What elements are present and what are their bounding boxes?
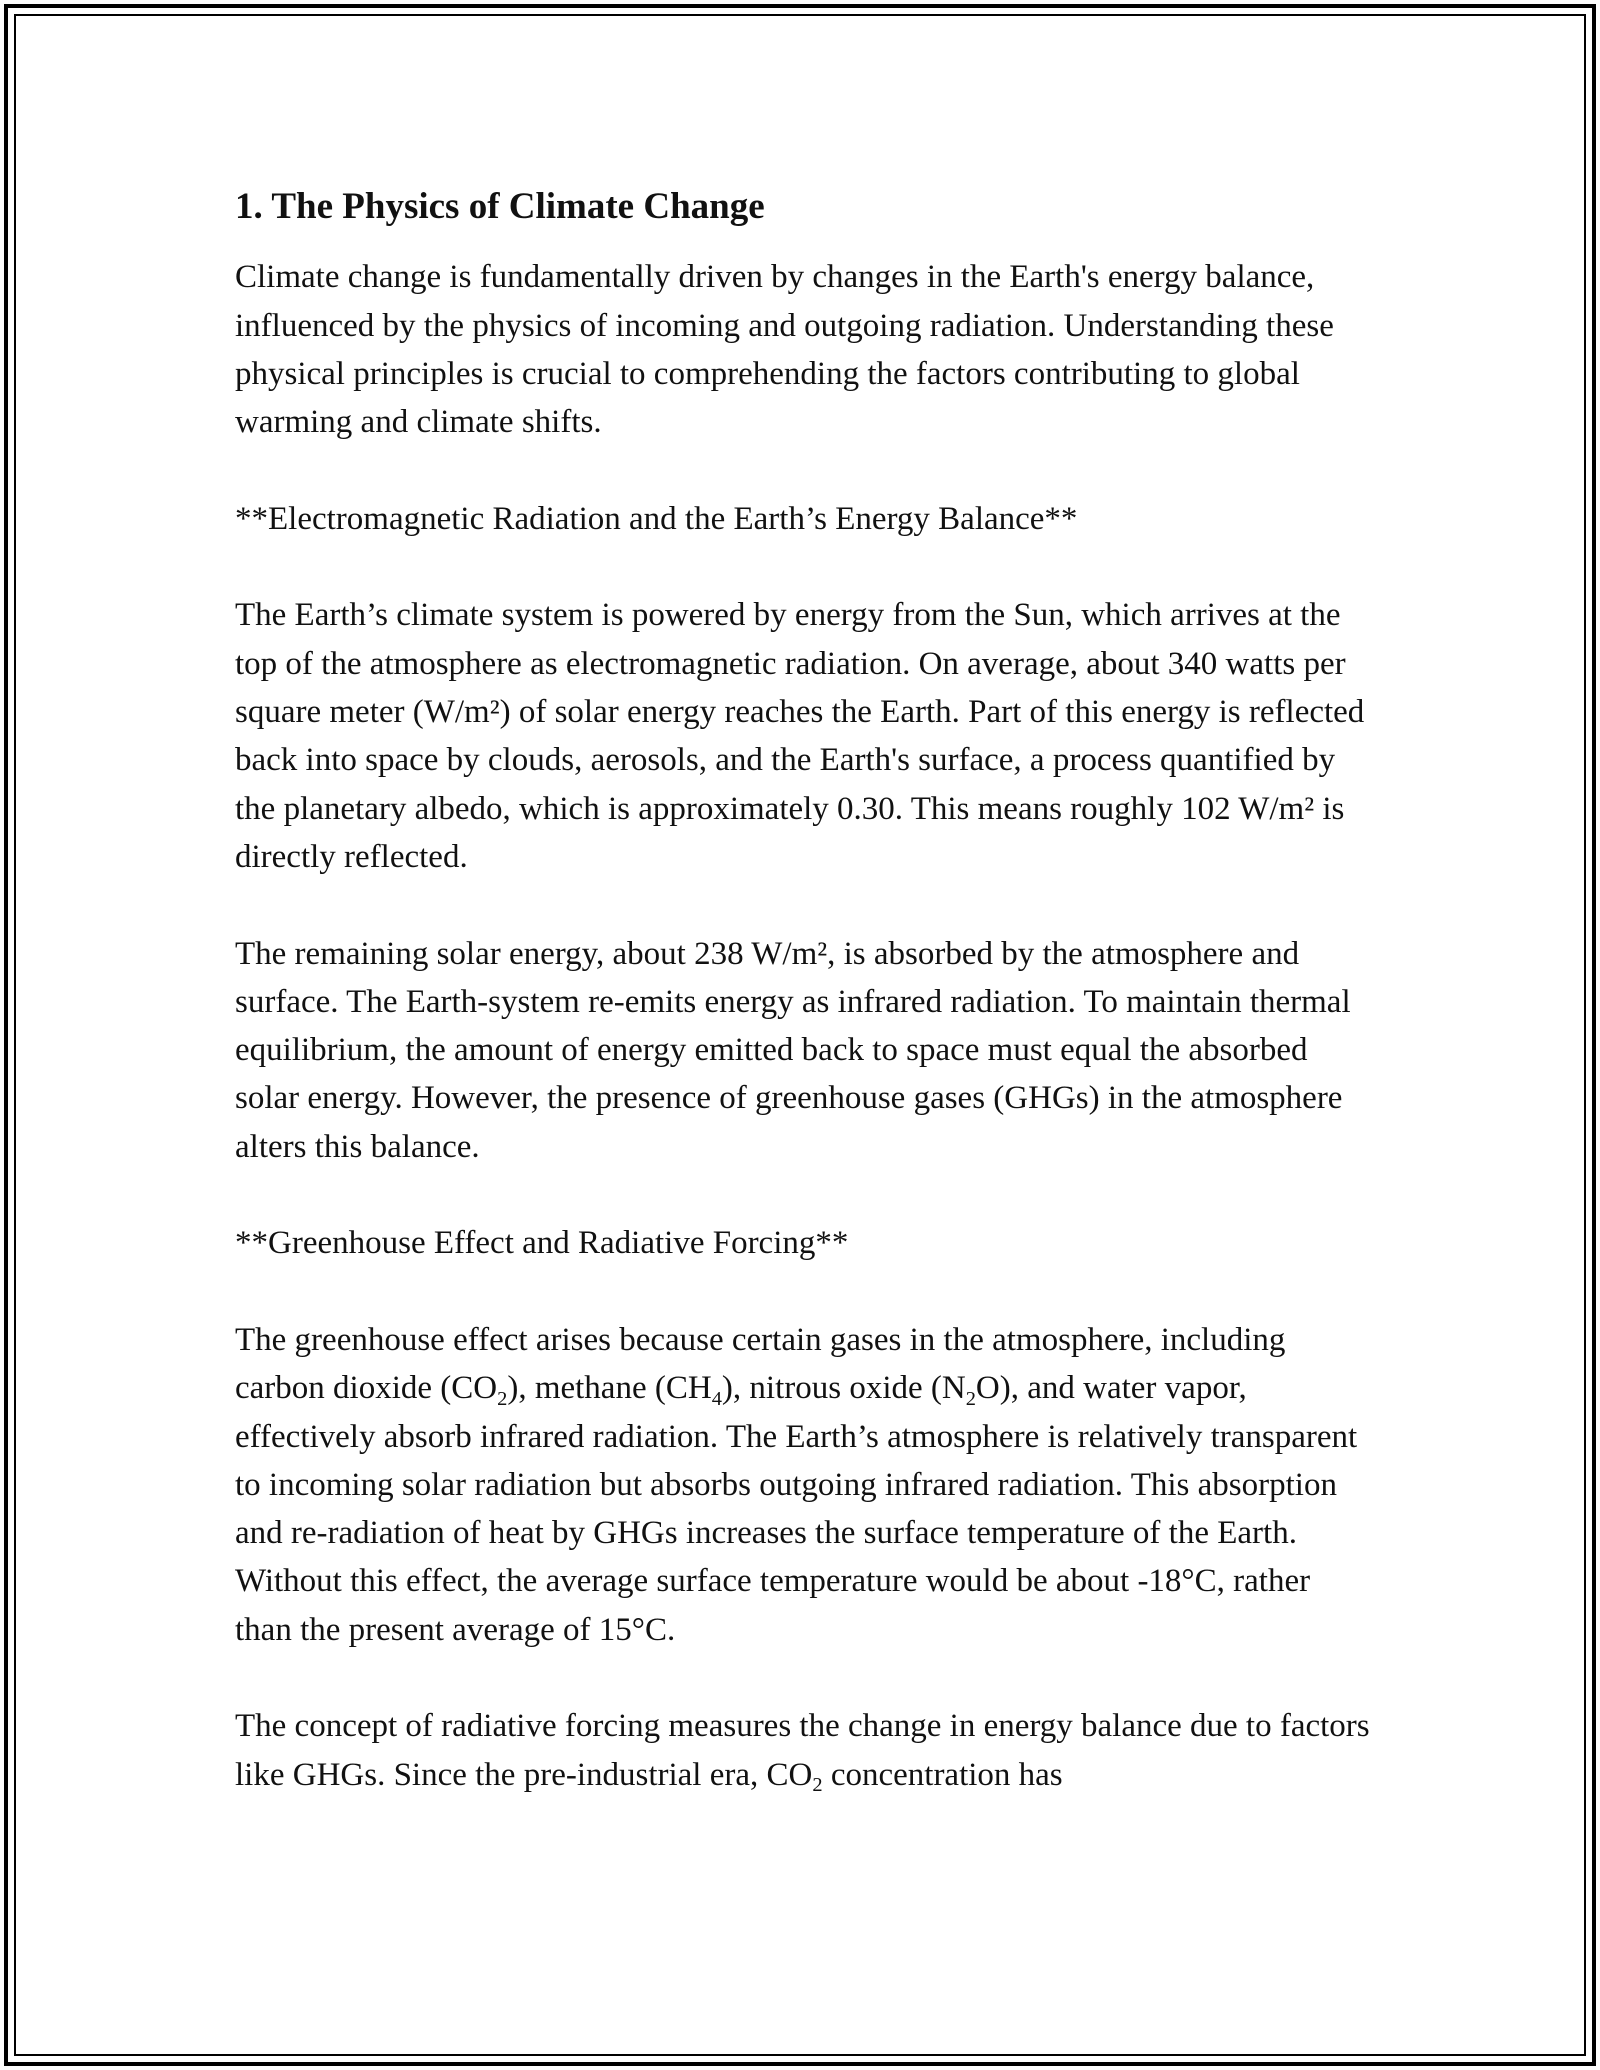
text-segment: concentration has [822,1756,1063,1793]
section-heading-greenhouse: **Greenhouse Effect and Radiative Forcing** [235,1225,849,1262]
section-heading-radiation: **Electromagnetic Radiation and the Earth’s Energy Balance** [235,500,1078,537]
document-title: 1. The Physics of Climate Change [235,186,765,227]
subscript: 2 [497,1387,508,1410]
greenhouse-paragraph-1 [235,1316,1370,1654]
intro-paragraph: Climate change is fundamentally driven by changes in the Earth's energy balance, influenced by the physics of incoming and outgoing radiation. Understanding these physical principles is crucial to comprehending the factors contributing to global warming and climate shifts. [235,259,1334,441]
subscript: 2 [965,1387,976,1410]
text-segment: The concept of radiative forcing measures the change in energy balance due to factors like GHGs. Since the pre-industrial era, CO [235,1708,1370,1793]
text-segment: ), methane (CH [507,1370,712,1407]
radiation-paragraph-2: The remaining solar energy, about 238 W/m², is absorbed by the atmosphere and surface. The Earth-system re-emits energy as infrared radiation. To maintain thermal equilibrium, the amount of energy emitted back to space must equal the absorbed solar energy. However, the presence of greenhouse gases (GHGs) in the atmosphere alters this balance. [235,935,1351,1165]
text-segment: O), and water vapor, effectively absorb infrared radiation. The Earth’s atmosphere is relatively transparent to incoming solar radiation but absorbs outgoing infrared radiation. This absorption and re-radiation of heat by GHGs increases the surface temperature of the Earth. Without this effect, the average surface temperature would be about -18°C, rather than the present average of 15°C. [235,1370,1358,1648]
subscript: 4 [711,1387,722,1410]
text-segment: The greenhouse effect arises because certain gases in the atmosphere, including carbon dioxide (CO [235,1321,1286,1407]
text-segment: ), nitrous oxide (N [721,1370,966,1407]
subscript: 2 [812,1774,823,1797]
document-body [235,185,1370,1799]
greenhouse-paragraph-2 [235,1702,1370,1799]
radiation-paragraph-1: The Earth’s climate system is powered by energy from the Sun, which arrives at the top of the atmosphere as electromagnetic radiation. On average, about 340 watts per square meter (W/m²) of solar energy reaches the Earth. Part of this energy is reflected back into space by clouds, aerosols, and the Earth's surface, a process quantified by the planetary albedo, which is approximately 0.30. This means roughly 102 W/m² is directly reflected. [235,597,1365,875]
